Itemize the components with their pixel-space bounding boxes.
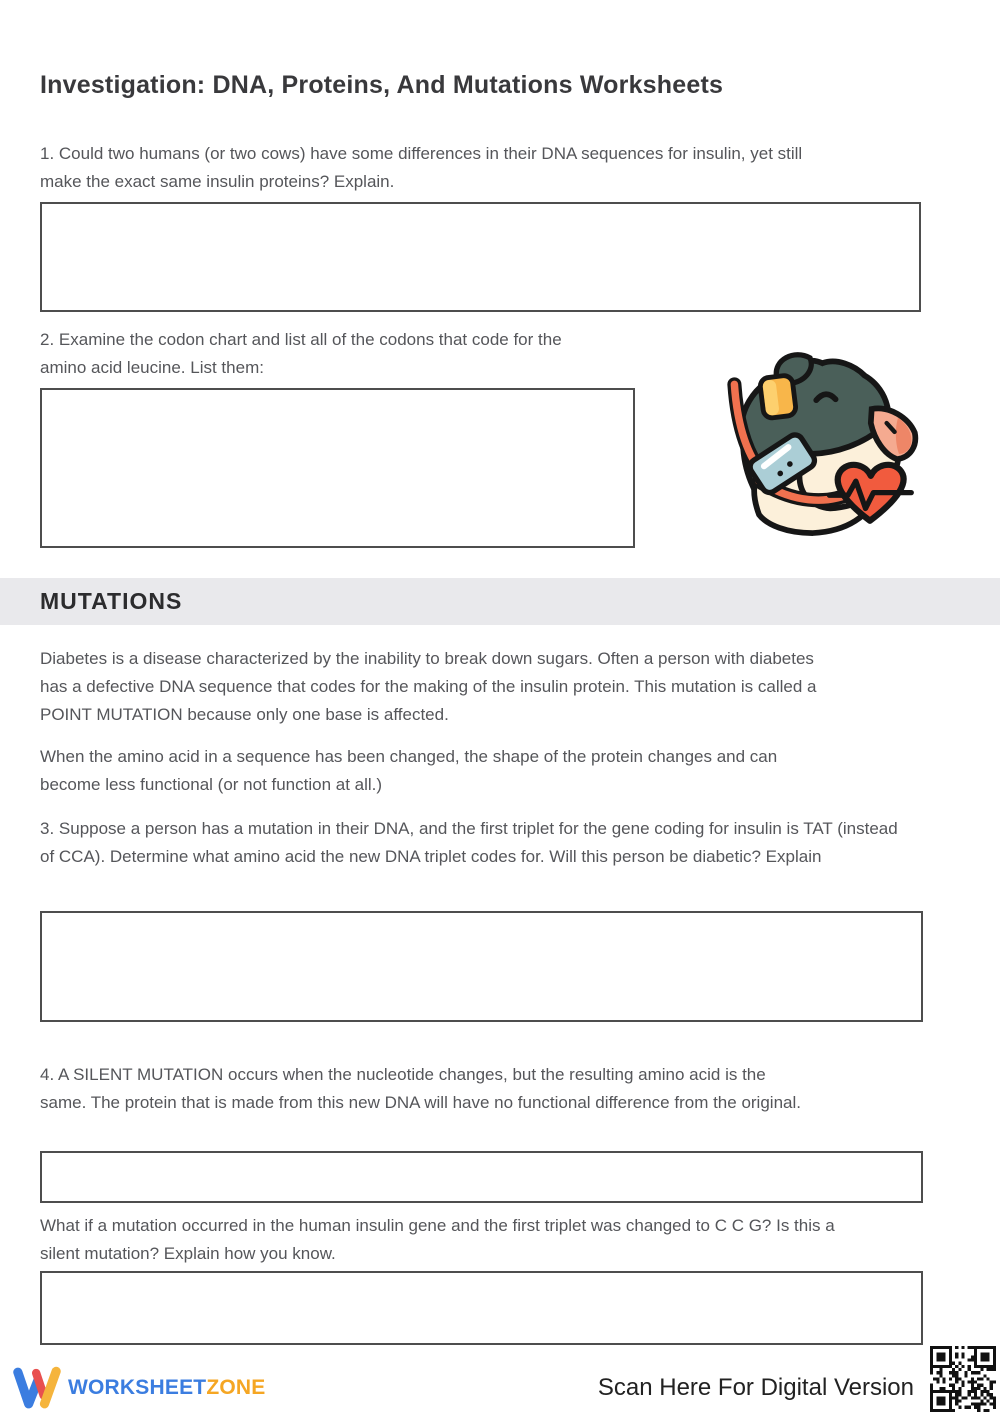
- brand-zone: ZONE: [206, 1376, 266, 1399]
- question-2-text: 2. Examine the codon chart and list all of the codons that code for the amino acid leucine. List them:: [40, 330, 562, 377]
- answer-box-q1[interactable]: [40, 202, 921, 312]
- question-1-text: 1. Could two humans (or two cows) have some differences in their DNA sequences for insulin, yet still make the exact same insulin proteins? Explain.: [40, 144, 803, 191]
- answer-box-q3[interactable]: [40, 911, 923, 1022]
- question-4-text: 4. A SILENT MUTATION occurs when the nucleotide changes, but the resulting amino acid is the same. The protein that is made from this new DNA will have no functional difference from the original.: [40, 1065, 801, 1112]
- answer-box-q5[interactable]: [40, 1271, 923, 1345]
- scan-here-text: Scan Here For Digital Version: [597, 1374, 914, 1401]
- amino-acid-paragraph: When the amino acid in a sequence has been changed, the shape of the protein changes and can become less functional (or not function at all.): [40, 747, 778, 794]
- page-title: Investigation: DNA, Proteins, And Mutations Worksheets: [40, 70, 724, 99]
- mutations-section-band: [0, 578, 1000, 625]
- brand-worksheet: WORKSHEET: [68, 1376, 207, 1399]
- answer-box-q2[interactable]: [40, 388, 635, 548]
- worksheetzone-w-icon: [12, 1364, 62, 1412]
- qr-code: [926, 1344, 1000, 1414]
- worksheetzone-logo: [12, 1364, 265, 1412]
- mutations-section-heading: MUTATIONS: [40, 588, 183, 614]
- brand-name: [68, 1376, 265, 1400]
- diabetes-paragraph: Diabetes is a disease characterized by the inability to break down sugars. Often a person with diabetes has a defective DNA sequence that codes for the making of the insulin protein. This mutation is called a POINT MUTATION because only one base is affected.: [40, 649, 817, 724]
- question-5-text: What if a mutation occurred in the human insulin gene and the first triplet was changed to C C G? Is this a silent mutation? Explain how you know.: [40, 1216, 835, 1263]
- ear-tag-icon: [759, 375, 796, 419]
- answer-box-q4[interactable]: [40, 1151, 923, 1203]
- cow-illustration: [708, 336, 928, 548]
- question-3-text: 3. Suppose a person has a mutation in their DNA, and the first triplet for the gene coding for insulin is TAT (instead of CCA). Determine what amino acid the new DNA triplet codes for. Will this person be diabetic? Explain: [40, 819, 898, 866]
